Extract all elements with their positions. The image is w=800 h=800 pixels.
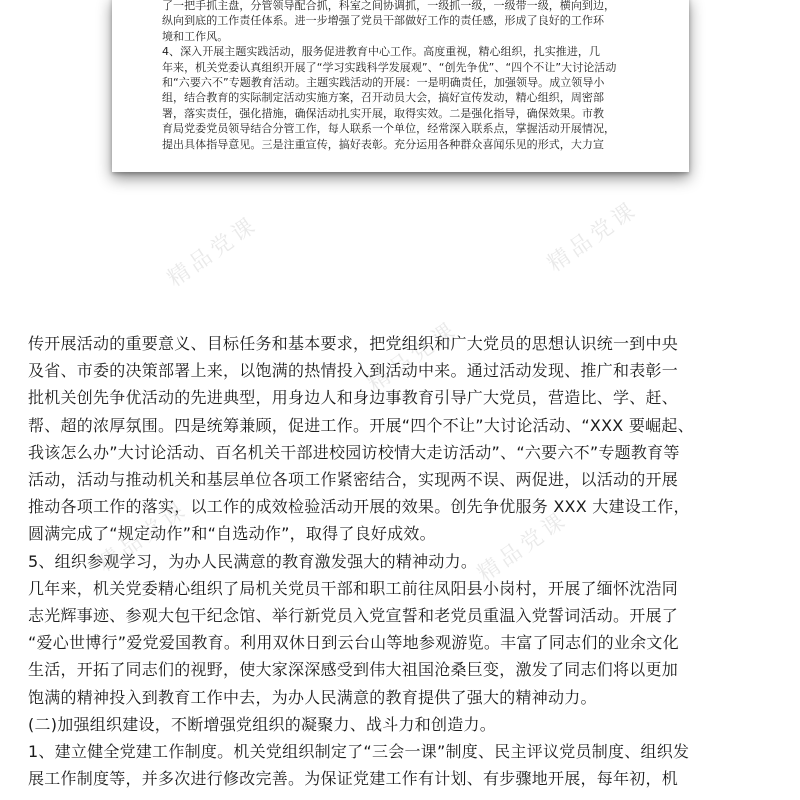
body-text-line: “爱心世博行”爱党爱国教育。利用双休日到云台山等地参观游览。丰富了同志们的业余文化 <box>28 633 679 653</box>
preview-text-line: 组，结合教育的实际制定活动实施方案，召开动员大会，搞好宣传发动，精心组织，周密部 <box>162 91 604 105</box>
document-preview-card <box>112 0 689 172</box>
watermark-text: 精品党课 <box>363 317 463 398</box>
body-text-line: (二)加强组织建设，不断增强党组织的凝聚力、战斗力和创造力。 <box>28 714 496 734</box>
preview-text-line: 提出具体指导意见。三是注重宣传，搞好表彰。充分运用各种群众喜闻乐见的形式，大力宣 <box>162 137 604 151</box>
body-text-line: 饱满的精神投入到教育工作中去，为办人民满意的教育提供了强大的精神动力。 <box>28 687 597 707</box>
document-body <box>28 330 778 792</box>
preview-text-line: 了一把手抓主盘，分管领导配合抓，科室之间协调抓，一级抓一级，一级带一级，横向到边， <box>162 0 616 12</box>
body-text-line: 5、组织参观学习，为办人民满意的教育激发强大的精神动力。 <box>28 551 478 571</box>
preview-text-line: 和“六要六不”专题教育活动。主题实践活动的开展：一是明确责任，加强领导。成立领导小 <box>162 76 605 90</box>
watermark-text: 精品党课 <box>93 497 193 578</box>
body-text-line: 我该怎么办”大讨论活动、百名机关干部进校园访校情大走访活动”、“六要六不”专题教育等 <box>28 442 680 462</box>
body-text-line: 生活，开拓了同志们的视野，使大家深深感受到伟大祖国沧桑巨变，激发了同志们将以更加 <box>28 660 679 680</box>
body-text-line: 及省、市委的决策部署上来，以饱满的热情投入到活动中来。通过活动发现、推广和表彰一 <box>28 361 679 381</box>
preview-text-line: 4、深入开展主题实践活动，服务促进教育中心工作。高度重视，精心组织，扎实推进，几 <box>162 45 600 59</box>
preview-text-line: 育局党委党员领导结合分管工作，每人联系一个单位，经常深入联系点，掌握活动开展情况， <box>162 122 616 136</box>
body-text-line: 批机关创先争优活动的先进典型，用身边人和身边事教育引导广大党员，营造比、学、赶、 <box>28 388 679 408</box>
preview-text-line: 境和工作风。 <box>162 29 229 43</box>
body-text-line: 传开展活动的重要意义、目标任务和基本要求，把党组织和广大党员的思想认识统一到中央 <box>28 334 679 353</box>
watermark-text: 精品党课 <box>543 197 643 278</box>
body-text-line: 推动各项工作的落实，以工作的成效检验活动开展的效果。创先争优服务 XXX 大建设工作， <box>28 497 690 517</box>
watermark-text: 精品党课 <box>473 507 573 588</box>
preview-text-line: 年来，机关党委认真组织开展了“学习实践科学发展观”、“创先争优”、“四个不让”大讨论活动 <box>162 60 617 74</box>
watermark-text: 精品党课 <box>163 212 263 293</box>
preview-text-block <box>162 0 655 152</box>
body-text-line: 几年来，机关党委精心组织了局机关党员干部和职工前往凤阳县小岗村，开展了缅怀沈浩同 <box>28 578 679 598</box>
body-text-line: 活动，活动与推动机关和基层单位各项工作紧密结合，实现两不误、两促进，以活动的开展 <box>28 470 679 490</box>
preview-text-line: 纵向到底的工作责任体系。进一步增强了党员干部做好工作的责任感，形成了良好的工作环 <box>162 14 604 28</box>
body-text-line: 帮、超的浓厚氛围。四是统筹兼顾，促进工作。开展“四个不让”大讨论活动、“XXX 要崛起、 <box>28 415 694 435</box>
body-text-line: 展工作制度等，并多次进行修改完善。为保证党建工作有计划、有步骤地开展，每年初，机 <box>28 769 679 789</box>
body-text-line: 圆满完成了“规定动作”和“自选动作”，取得了良好成效。 <box>28 524 436 544</box>
body-text-line: 1、建立健全党建工作制度。机关党组织制定了“三会一课”制度、民主评议党员制度、组织发 <box>28 742 690 762</box>
preview-text-line: 署，落实责任，强化措施，确保活动扎实开展，取得实效。二是强化指导，确保效果。市教 <box>162 106 604 120</box>
body-text-line: 志光辉事迹、参观大包干纪念馆、举行新党员入党宣誓和老党员重温入党誓词活动。开展了 <box>28 606 679 626</box>
